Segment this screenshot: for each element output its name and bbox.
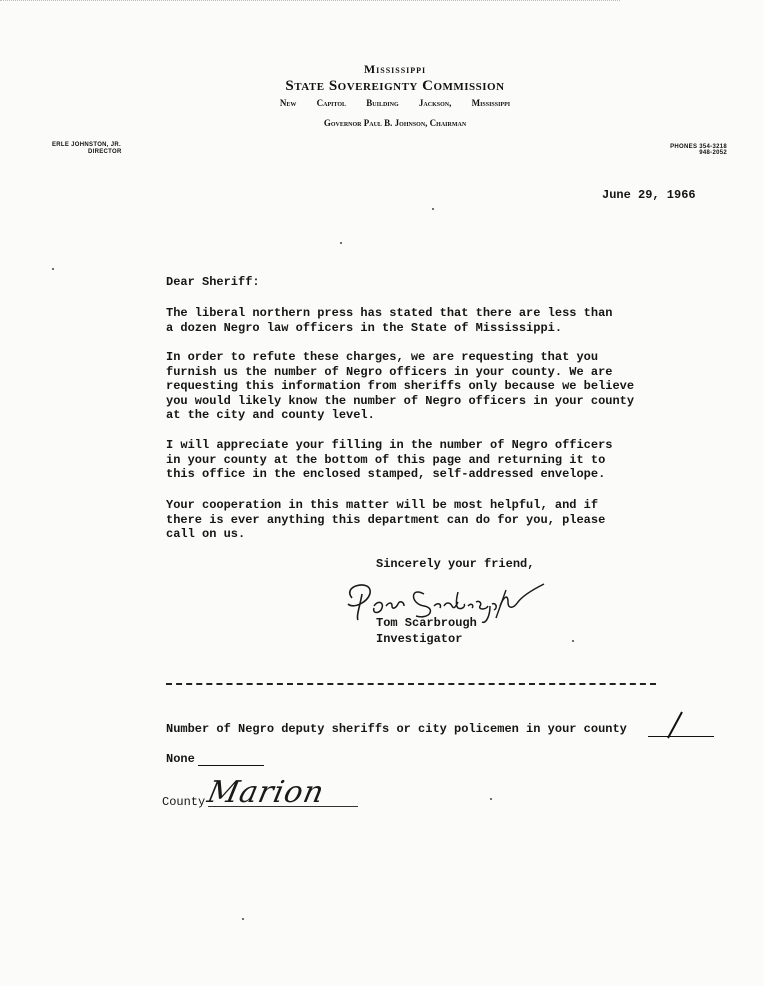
phones-block [670,144,727,156]
letterhead-address [230,98,560,108]
director-title: DIRECTOR [88,149,122,155]
handwritten-answer [656,710,690,740]
letterhead-governor: Governor Paul B. Johnson, Chairman [323,118,467,128]
speck [572,640,574,642]
salutation: Dear Sheriff: [166,275,260,289]
phone-line-1: PHONES 354-3218 [670,144,727,150]
phone-line-2: 948-2052 [699,150,727,156]
none-line [198,765,264,766]
county-line [208,806,358,807]
speck [52,268,54,270]
tear-off-divider [166,683,656,685]
paragraph-3: I will appreciate your filling in the number of Negro officers in your county at the bottom of this page and returning it to this office in the enclosed stamped, self-addressed envelope. [166,438,613,481]
letterhead-commission: State Sovereignty Commission [285,78,505,94]
speck [490,798,492,800]
signer-name: Tom Scarbrough [376,616,477,630]
paragraph-1: The liberal northern press has stated that there are less than a dozen Negro law officers in the State of Mississippi. [166,306,613,335]
county-label: County [162,795,206,809]
letter-date: June 29, 1966 [602,188,696,202]
signer-title: Investigator [376,632,463,646]
form-question: Number of Negro deputy sheriffs or city policemen in your county [166,722,627,736]
paragraph-4: Your cooperation in this matter will be most helpful, and if there is ever anything this department can do for you, please call on us. [166,498,606,541]
address-building: New Capitol Building [279,98,399,108]
director-name: ERLE JOHNSTON, JR. [52,142,121,148]
speck [340,242,342,244]
closing: Sincerely your friend, [376,557,535,571]
address-city: Jackson, Mississippi [418,98,511,108]
speck [242,918,244,920]
county-value: Marion [204,775,328,810]
speck [432,208,434,210]
paragraph-2: In order to refute these charges, we are requesting that you furnish us the number of Negro officers in your county. We are requesting this information from sheriffs only because we believe you would likely know the number of Negro officers in your county at the city and county level. [166,350,635,422]
director-block [52,142,122,155]
letterhead-state: Mississippi [363,62,427,76]
top-edge-dots [0,0,620,3]
none-label: None [166,752,195,766]
